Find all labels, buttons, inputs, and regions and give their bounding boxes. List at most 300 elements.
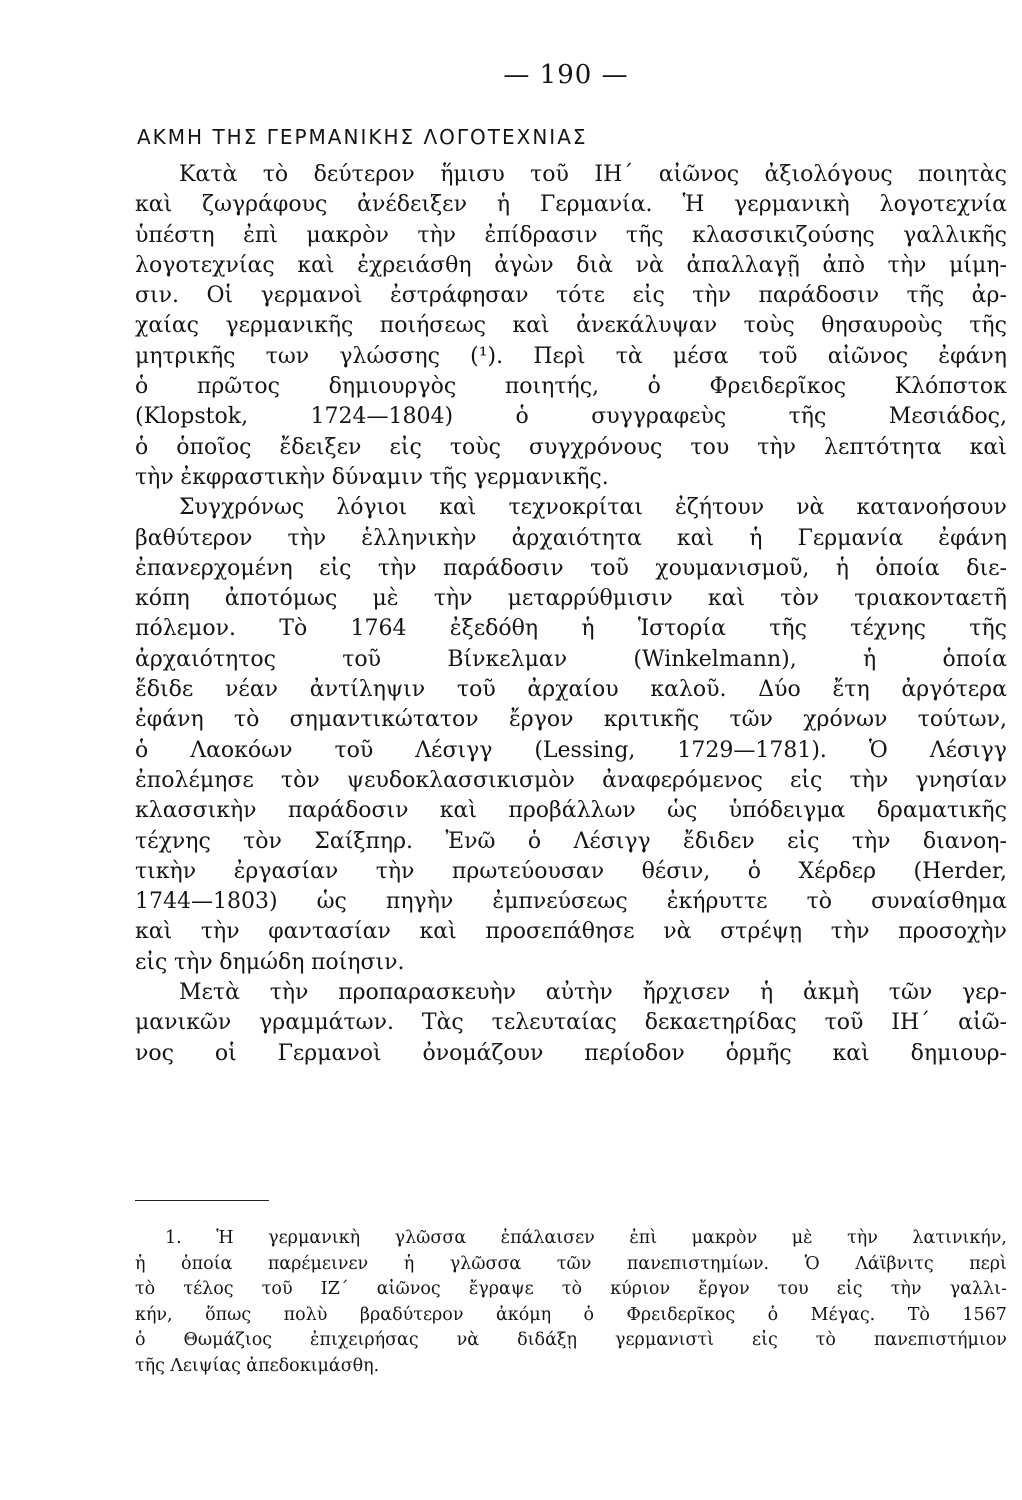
word: λόγιοι	[336, 495, 408, 521]
word: Τὰς	[421, 1010, 464, 1036]
word: Κλόπστοκ	[894, 374, 1007, 400]
word: των	[265, 343, 310, 369]
word: προπαρασκευὴν	[338, 980, 516, 1006]
word: δεύτερον	[313, 162, 415, 187]
word: ἀπεδοκιμάσθη.	[246, 1355, 380, 1376]
word: τὸ	[135, 1279, 156, 1300]
text-line	[135, 554, 1007, 584]
word: μεταρρύθμισιν	[507, 586, 673, 612]
word: τὴν	[269, 980, 309, 1006]
word: καὶ	[135, 919, 173, 945]
word: ψευδοκλασσικισμὸν	[346, 767, 575, 793]
word: Ὁ	[868, 737, 888, 763]
word: τοῦ	[261, 1279, 293, 1300]
word: 1.	[165, 1228, 182, 1248]
word: τὴν	[851, 828, 891, 854]
word: πρῶτος	[196, 374, 280, 400]
word: προβάλλων	[508, 798, 636, 824]
word: πανεπιστημίων.	[626, 1253, 770, 1274]
word: τῶν	[729, 707, 773, 733]
word: νος	[135, 1040, 174, 1066]
word: ἡ	[863, 646, 877, 672]
word: δημιουρ-	[910, 1040, 1007, 1066]
word: χαίας	[135, 313, 199, 339]
word: ὁ	[583, 1304, 595, 1325]
word: ὁ	[647, 374, 661, 400]
word: κατανοήσουν	[856, 495, 1007, 521]
word: ἡ	[403, 1253, 415, 1274]
word: νὰ	[456, 1330, 480, 1351]
word: τὴν	[417, 222, 457, 248]
word: τῆς	[625, 222, 664, 248]
word: προσοχὴν	[898, 919, 1007, 945]
word: Ἐνῶ	[445, 828, 496, 854]
word: τὸ	[815, 1330, 836, 1351]
word: ποιητὰς	[918, 162, 1007, 187]
text-line	[135, 584, 1007, 614]
word: Οἱ	[206, 283, 234, 309]
word: Τὸ	[907, 1304, 930, 1325]
word: γαλλικῆς	[903, 222, 1007, 248]
word: μὲ	[791, 1228, 813, 1248]
text-line	[135, 675, 1007, 705]
word: Περὶ	[533, 343, 586, 369]
word: Ἡ	[682, 192, 705, 218]
word: 1744—1803)	[135, 889, 278, 915]
word: συγγραφεὺς	[591, 404, 727, 430]
footnote	[135, 1226, 1007, 1380]
word: τῶν	[556, 1253, 592, 1274]
word: τοῦ	[334, 737, 374, 763]
word: ΙΗ΄	[891, 1010, 931, 1036]
word: θέσιν,	[641, 858, 711, 884]
word: ἀρχαιότητος	[135, 646, 276, 672]
word: τοῦ	[530, 162, 569, 187]
word: ὁποία	[875, 555, 940, 581]
word: καὶ	[439, 495, 477, 521]
word: ἐργασίαν	[233, 858, 339, 884]
word: ὁ	[767, 1304, 779, 1325]
word: Γερμανία	[797, 525, 904, 551]
word: τοὺς	[743, 313, 795, 339]
word: ὑπέστη	[135, 222, 215, 248]
word: του	[777, 1279, 809, 1300]
text-line	[135, 1008, 1007, 1038]
word: ἀνεκάλυψαν	[576, 313, 718, 339]
text-line	[135, 311, 1007, 341]
word: κύριον	[610, 1279, 671, 1300]
word: ὁποία	[942, 646, 1007, 672]
text-line	[135, 917, 1007, 947]
word: αὐτὴν	[545, 980, 613, 1006]
word: ἤρχισεν	[642, 980, 731, 1006]
word: δεκαετηρίδας	[644, 1010, 797, 1036]
word: τὴν	[847, 1228, 878, 1248]
word: Φρειδερῖκος	[709, 374, 847, 400]
word: τῶν	[888, 980, 933, 1006]
word: ἐπίδρασιν	[484, 222, 598, 248]
word: ἐπανερχομένη	[135, 555, 293, 581]
word: θησαυροὺς	[821, 313, 943, 339]
word: τεχνοκρίται	[508, 495, 643, 521]
word: μέσα	[672, 343, 729, 369]
running-head: ΑΚΜΗ ΤΗΣ ΓΕΡΜΑΝΙΚΗΣ ΛΟΓΟΤΕΧΝΙΑΣ	[137, 125, 588, 149]
text-line	[135, 827, 1007, 857]
word: τῆς	[769, 616, 807, 642]
text-line	[135, 887, 1007, 917]
word: περὶ	[969, 1253, 1007, 1274]
word: κήν,	[135, 1304, 173, 1325]
word: ὡς	[316, 889, 347, 915]
word: αἰῶνος	[658, 162, 740, 187]
word: ὑπόδειγμα	[728, 798, 846, 824]
word: τῆς	[969, 616, 1007, 642]
word: σιν.	[135, 283, 180, 309]
footnote-line	[135, 1252, 1007, 1278]
word: (Herder,	[913, 858, 1007, 884]
word: εἰς	[632, 283, 665, 309]
text-line	[135, 463, 1007, 493]
word: πόλεμον.	[135, 616, 236, 642]
word: γερμανικῆς	[225, 313, 354, 339]
word: τῆς	[135, 1355, 165, 1376]
word: ἀρχαίου	[527, 677, 619, 703]
word: πρωτεύουσαν	[451, 858, 605, 884]
footnote-line	[135, 1303, 1007, 1329]
word: Γερμανία.	[539, 192, 653, 218]
word: 1729—1781).	[677, 737, 827, 763]
word: τότε	[556, 283, 605, 309]
word: συγχρόνους	[529, 434, 663, 460]
word: λατινικήν,	[912, 1228, 1007, 1248]
word: Κατὰ	[179, 162, 238, 187]
word: μακρὸν	[306, 222, 389, 248]
word: τριακονταετῆ	[854, 586, 1007, 612]
word: ἐμπνεύσεως	[492, 889, 628, 915]
word: περίοδον	[584, 1040, 685, 1066]
word: γλῶσσα	[449, 1253, 522, 1274]
word: τοῦ	[342, 646, 382, 672]
word: Θωμάζιος	[183, 1330, 273, 1351]
word: (Winkelmann),	[633, 646, 797, 672]
word: εἰς	[389, 434, 422, 460]
text-line	[135, 1039, 1007, 1069]
word: παράδοσιν	[758, 283, 880, 309]
word: (Klopstok,	[135, 404, 249, 430]
word: λογοτεχνία	[879, 192, 1007, 218]
word: ζωγράφους	[202, 192, 328, 218]
text-line	[135, 614, 1007, 644]
footnote-line	[135, 1226, 1007, 1252]
text-line	[135, 160, 1007, 190]
word: ἐφάνη	[938, 343, 1007, 369]
word: τὴν	[887, 252, 927, 278]
text-line	[135, 857, 1007, 887]
word: ἀκμὴ	[802, 980, 860, 1006]
word: τοὺς	[449, 434, 501, 460]
word: διανοη-	[922, 828, 1007, 854]
word: τὴν	[287, 525, 327, 551]
word: ἀνέδειξεν	[357, 192, 467, 218]
word: τελευταίας	[491, 1010, 617, 1036]
word: ἀκόμη	[495, 1304, 552, 1325]
footnote-line	[135, 1328, 1007, 1354]
word: βραδύτερον	[359, 1304, 464, 1325]
word: τῆς	[429, 464, 468, 490]
word: καὶ	[439, 798, 478, 824]
word: συναίσθημα	[871, 889, 1007, 915]
word: μανικῶν	[135, 1010, 232, 1036]
word: του	[690, 434, 730, 460]
word: βαθύτερον	[135, 525, 253, 551]
word: ποιητής,	[504, 374, 600, 400]
word: ἐπὶ	[243, 222, 278, 248]
word: Ὁ	[804, 1253, 820, 1274]
word: μητρικῆς	[135, 343, 236, 369]
word: Λάϊβνιτς	[855, 1253, 934, 1274]
word: Γερμανοὶ	[277, 1040, 382, 1066]
text-line	[135, 736, 1007, 766]
word: ὁ	[135, 737, 149, 763]
word: εἰς	[836, 1279, 863, 1300]
word: κόπη	[135, 586, 190, 612]
word: τὴν	[433, 586, 473, 612]
word: πολὺ	[283, 1304, 328, 1325]
word: κριτικῆς	[603, 707, 700, 733]
word: γερμανιστὶ	[615, 1330, 715, 1351]
word: δύναμιν	[331, 464, 423, 490]
text-line	[135, 493, 1007, 523]
word: γλῶσσα	[394, 1228, 467, 1248]
word: Λαοκόων	[190, 737, 293, 763]
word: ἀξιολόγους	[764, 162, 893, 187]
word: Δύο	[758, 677, 801, 703]
word: τὸν	[243, 828, 282, 854]
text-line	[135, 281, 1007, 311]
word: τὸν	[780, 586, 820, 612]
word: 1567	[962, 1304, 1007, 1325]
word: λογοτεχνίας	[135, 252, 275, 278]
word: ἐφάνη	[135, 707, 204, 733]
word: ἐφάνη	[938, 525, 1007, 551]
word: γερ-	[962, 980, 1007, 1006]
word: (Lessing,	[534, 737, 636, 763]
word: Λειψίας	[170, 1355, 241, 1376]
footnote-line	[135, 1354, 1007, 1380]
word: καὶ	[676, 525, 715, 551]
word: ἐζήτουν	[675, 495, 765, 521]
word: ἔγραψε	[468, 1279, 534, 1300]
word: γερμανικῆς.	[473, 464, 609, 490]
word: γερμανοὶ	[260, 283, 363, 309]
word: τοῦ	[590, 555, 629, 581]
word: καὶ	[832, 1040, 870, 1066]
word: ὅπως	[205, 1304, 252, 1325]
text-line	[135, 433, 1007, 463]
footnote-rule	[135, 1200, 269, 1201]
word: ὁ	[135, 1330, 146, 1351]
word: τὰ	[615, 343, 643, 369]
text-line	[135, 705, 1007, 735]
word: πανεπιστήμιον	[873, 1330, 1007, 1351]
word: χρόνων	[803, 707, 888, 733]
word: ἀποτόμως	[224, 586, 338, 612]
word: νὰ	[635, 252, 664, 278]
word: ὡς	[667, 798, 698, 824]
word: ἐπολέμησε	[135, 767, 254, 793]
word: ἐκήρυττε	[666, 889, 768, 915]
word: ποιήσεως	[379, 313, 486, 339]
word: τῆς	[969, 313, 1007, 339]
word: μακρὸν	[691, 1228, 758, 1248]
text-line	[135, 251, 1007, 281]
word: πηγὴν	[385, 889, 454, 915]
word: ὁρμῆς	[725, 1040, 792, 1066]
text-line	[135, 402, 1007, 432]
word: ἡ	[760, 980, 774, 1006]
word: προσεπάθησε	[485, 919, 635, 945]
word: Σαίξπηρ.	[314, 828, 414, 854]
word: Χέρδερ	[798, 858, 877, 884]
word: ἐξεδόθη	[449, 616, 539, 642]
word: τὴν	[200, 919, 240, 945]
word: ἀντίληψιν	[309, 677, 426, 703]
word: δημιουργὸς	[328, 374, 457, 400]
word: γερμανικὴ	[268, 1228, 361, 1248]
word: ἐπὶ	[629, 1228, 658, 1248]
word: τὴν	[377, 555, 417, 581]
word: εἰς	[135, 949, 168, 975]
word: τὸ	[806, 889, 833, 915]
word: φαντασίαν	[268, 919, 391, 945]
word: Λέσιγγ	[573, 828, 651, 854]
word: καὶ	[969, 434, 1007, 460]
word: ἡ	[496, 192, 511, 218]
word: ἔργον	[698, 1279, 750, 1300]
word: ὁποία	[181, 1253, 233, 1274]
word: τὸν	[280, 767, 320, 793]
word: Φρειδερῖκος	[626, 1304, 736, 1325]
word: τικὴν	[135, 858, 197, 884]
word: Ἱστορία	[637, 616, 726, 642]
text-line	[135, 190, 1007, 220]
text-line	[135, 645, 1007, 675]
text-line	[135, 372, 1007, 402]
text-line	[135, 221, 1007, 251]
word: παρέμεινεν	[267, 1253, 369, 1274]
word: τὴν	[849, 767, 889, 793]
word: τὴν	[692, 283, 731, 309]
word: τοῦ	[456, 677, 496, 703]
word: καλοῦ.	[650, 677, 727, 703]
word: ΙΖ΄	[320, 1279, 349, 1300]
word: εἰς	[787, 828, 820, 854]
word: τὴν	[890, 1279, 922, 1300]
text-line	[135, 524, 1007, 554]
text-line	[135, 948, 1007, 978]
word: τέχνης	[135, 828, 211, 854]
word: (¹).	[470, 343, 504, 369]
word: καὶ	[419, 919, 457, 945]
word: ὁ	[135, 374, 149, 400]
word: ἀρ-	[971, 283, 1007, 309]
word: ὁ	[747, 858, 761, 884]
word: αἰῶνος	[827, 343, 909, 369]
word: δημώδη	[219, 949, 305, 975]
body-text	[135, 160, 1007, 1069]
word: τέλος	[183, 1279, 234, 1300]
word: ἔδιδεν	[683, 828, 755, 854]
word: κλασσικὴν	[135, 798, 257, 824]
word: νέαν	[225, 677, 279, 703]
word: ἐκφραστικὴν	[180, 464, 326, 490]
word: τῆς	[906, 283, 945, 309]
word: λεπτότητα	[824, 434, 942, 460]
word: Λέσιγγ	[415, 737, 493, 763]
word: ἀρχαιότητα	[511, 525, 642, 551]
word: διε-	[966, 555, 1007, 581]
word: ὁ	[527, 828, 542, 854]
word: ἀγὼν	[494, 252, 554, 278]
word: ὁ	[515, 404, 529, 430]
footnote-line	[135, 1277, 1007, 1303]
word: τὴν	[757, 434, 796, 460]
word: τοῦ	[758, 343, 798, 369]
word: ΙΗ΄	[594, 162, 634, 187]
word: ἥμισυ	[440, 162, 505, 187]
word: αἰῶ-	[958, 1010, 1007, 1036]
text-line	[135, 796, 1007, 826]
word: ἡ	[581, 616, 595, 642]
word: ἡ	[835, 555, 849, 581]
word: στρέψῃ	[720, 919, 803, 945]
word: ἡ	[749, 525, 763, 551]
word: ποίησιν.	[310, 949, 405, 975]
word: Λέσιγγ	[929, 737, 1007, 763]
word: νὰ	[663, 919, 692, 945]
word: ὁποῖος	[176, 434, 252, 460]
word: ἔτη	[832, 677, 870, 703]
word: τὴν	[173, 949, 213, 975]
word: τὴν	[135, 464, 174, 490]
word: ὁ	[135, 434, 149, 460]
word: ἀπαλλαγῇ	[686, 252, 800, 278]
word: τὸ	[262, 162, 289, 187]
word: διδάξῃ	[517, 1330, 578, 1351]
word: κλασσικιζούσης	[692, 222, 875, 248]
word: τὴν	[375, 858, 415, 884]
text-line	[135, 342, 1007, 372]
word: ἐχρειάσθη	[357, 252, 472, 278]
word: Μετὰ	[179, 980, 240, 1006]
word: γαλλι-	[949, 1279, 1007, 1300]
text-line	[135, 766, 1007, 796]
word: χουμανισμοῦ,	[655, 555, 810, 581]
word: καὶ	[297, 252, 335, 278]
word: Μεσιάδος,	[888, 404, 1007, 430]
word: 1764	[350, 616, 407, 642]
word: παράδοσιν	[287, 798, 409, 824]
word: ἡ	[135, 1253, 146, 1274]
word: τούτων,	[917, 707, 1007, 733]
word: διὰ	[576, 252, 613, 278]
word: νὰ	[796, 495, 825, 521]
word: εἰς	[319, 555, 352, 581]
word: ἀναφερόμενος	[602, 767, 763, 793]
word: καὶ	[135, 192, 173, 218]
word: γνησίαν	[915, 767, 1007, 793]
word: ἔδιδε	[135, 677, 194, 703]
